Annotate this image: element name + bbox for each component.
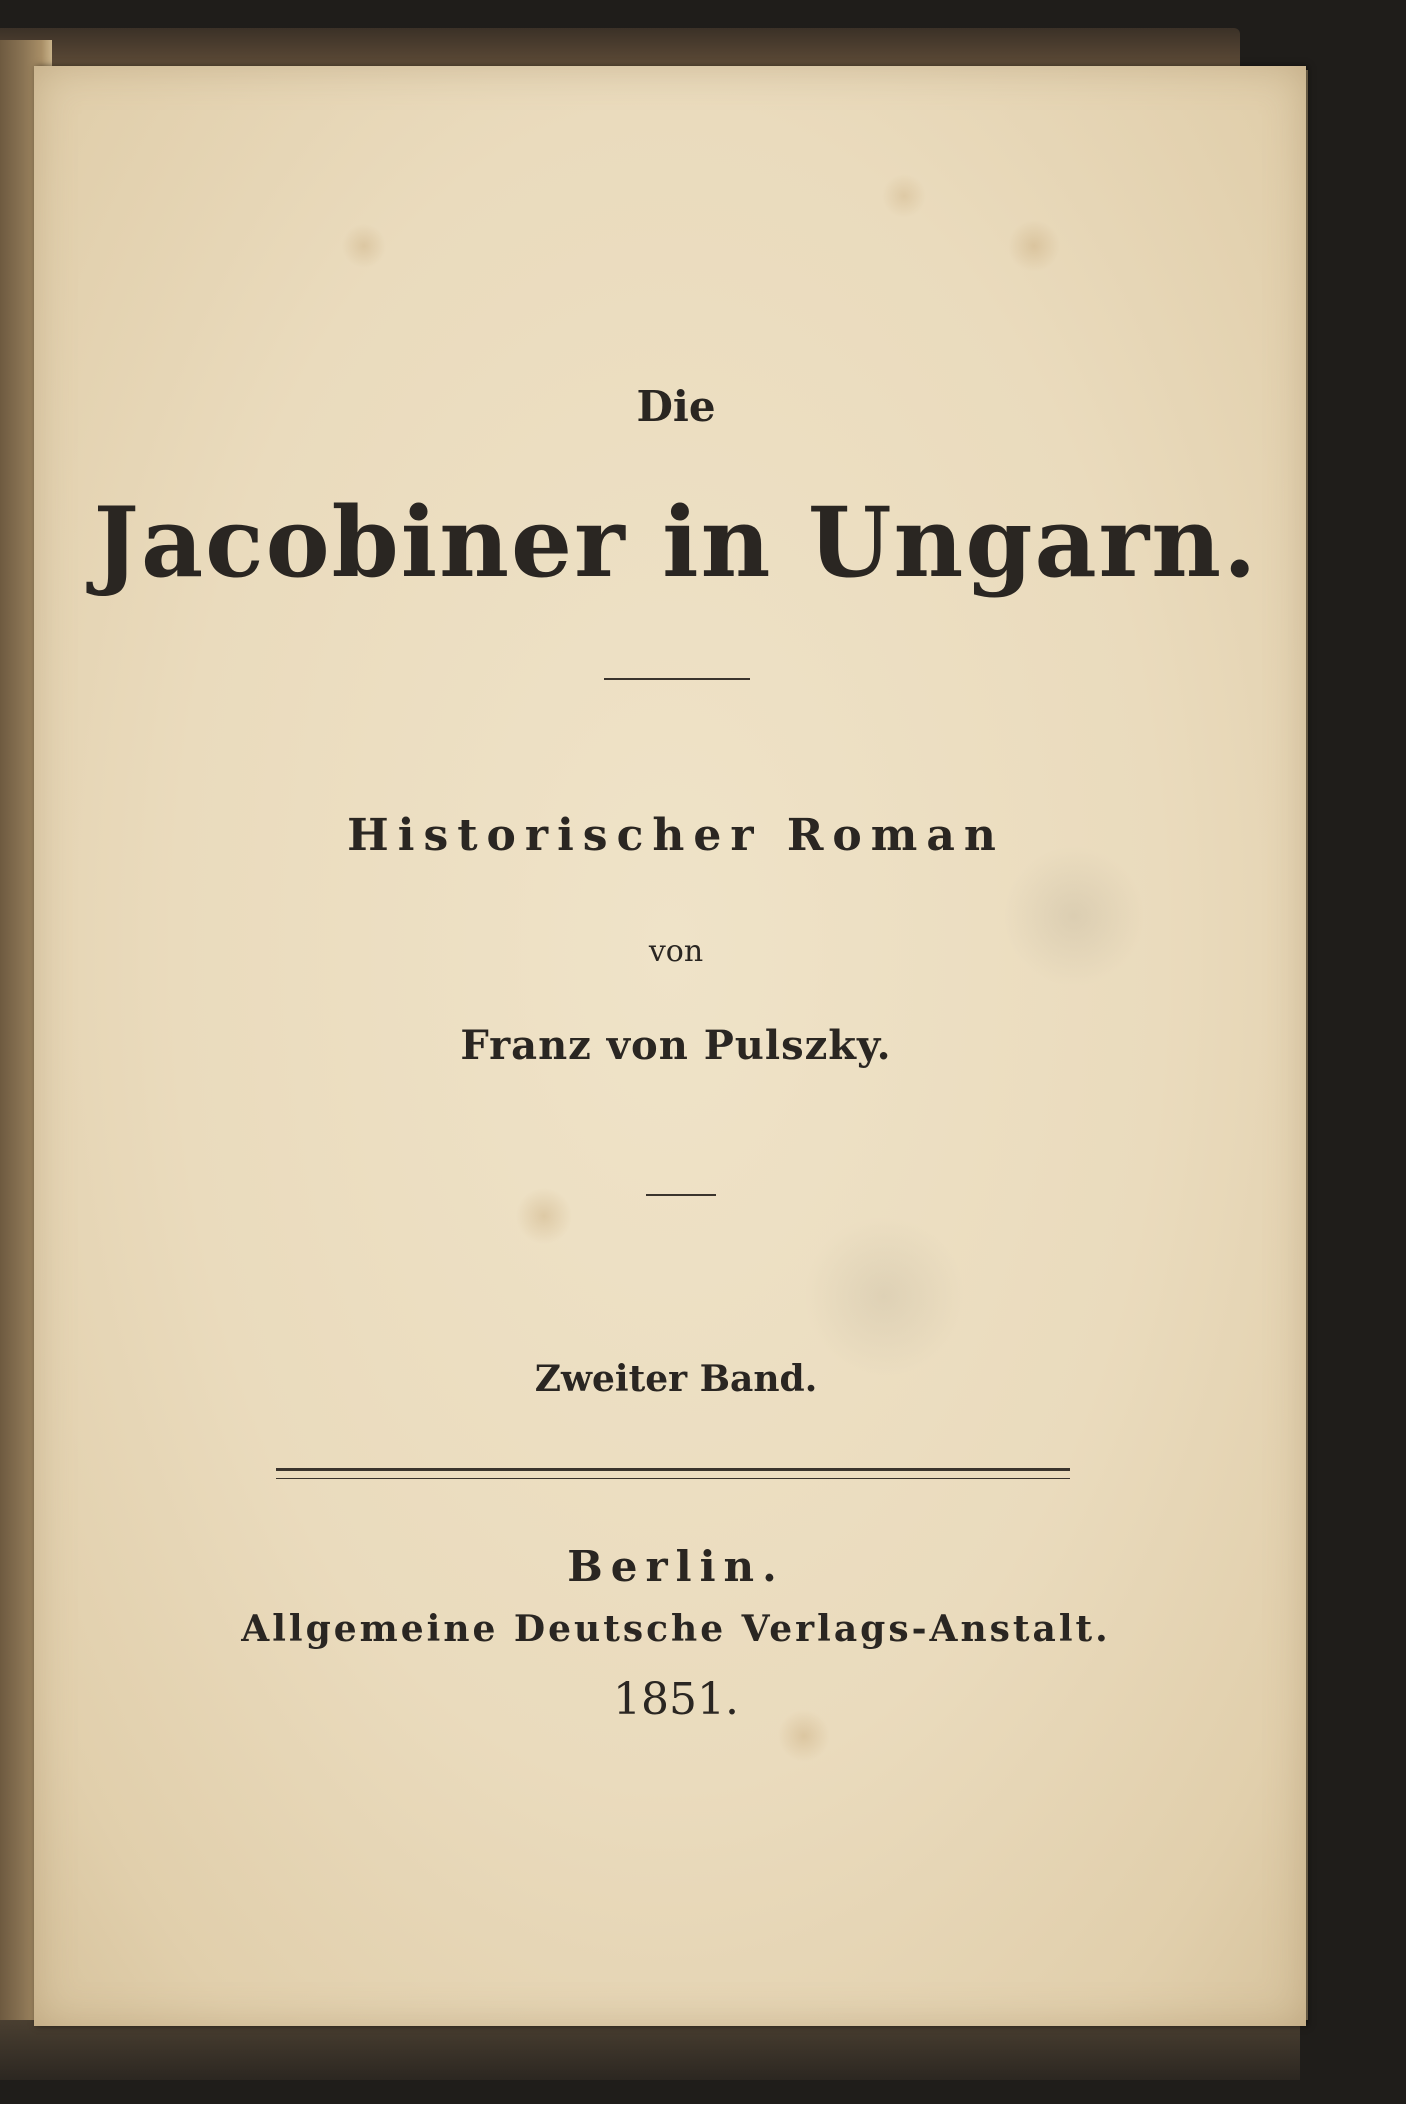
double-rule-bottom	[276, 1478, 1070, 1479]
title-article: Die	[636, 382, 716, 431]
title-page	[34, 66, 1306, 2026]
divider-rule-short	[646, 1194, 716, 1196]
book-subtitle: Historischer Roman	[347, 810, 1005, 861]
publication-city: Berlin.	[567, 1542, 785, 1591]
divider-rule	[604, 678, 750, 680]
book-title: Jacobiner in Ungarn.	[93, 486, 1259, 599]
publisher-name: Allgemeine Deutsche Verlags-Anstalt.	[241, 1608, 1111, 1650]
book-binding-bottom	[0, 2020, 1300, 2080]
volume-label: Zweiter Band.	[534, 1358, 818, 1400]
author-name: Franz von Pulszky.	[460, 1022, 892, 1069]
by-line: von	[648, 934, 704, 969]
publication-year: 1851.	[613, 1674, 739, 1725]
double-rule-top	[276, 1468, 1070, 1471]
